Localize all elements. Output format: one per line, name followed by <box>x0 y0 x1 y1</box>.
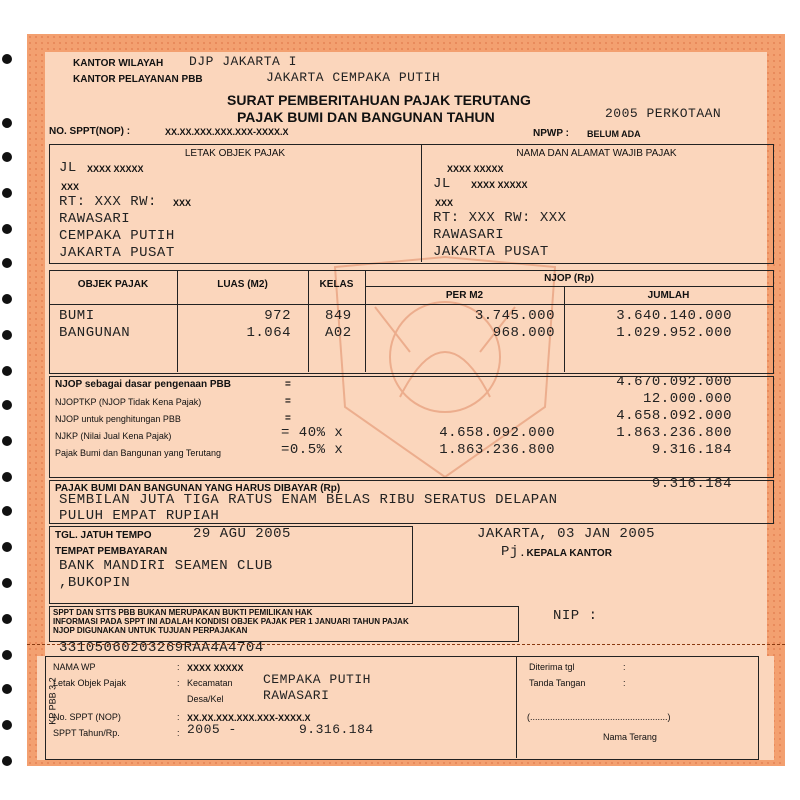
hole <box>2 330 12 340</box>
th-luas: LUAS (M2) <box>217 279 268 290</box>
hole <box>2 720 12 730</box>
kpp-label: KANTOR PELAYANAN PBB <box>73 74 203 85</box>
row-jumlah: 1.029.952.000 <box>616 325 732 341</box>
jatuh-tempo-label: TGL. JATUH TEMPO <box>55 530 152 541</box>
tearoff-tahun-colon: : <box>177 728 180 738</box>
address-divider <box>421 144 422 262</box>
tearoff-box <box>45 656 759 760</box>
row-per-m2: 3.745.000 <box>474 308 555 324</box>
tearoff-desa-label: Desa/Kel <box>187 694 224 704</box>
notice-line3: NJOP DIGUNAKAN UNTUK TUJUAN PERPAJAKAN <box>53 626 248 635</box>
hole <box>2 650 12 660</box>
terbilang-line2: PULUH EMPAT RUPIAH <box>59 508 220 524</box>
letak-rt-prefix: RT: XXX RW: <box>59 194 157 210</box>
pj-label: Pj <box>501 544 519 560</box>
table-row-divider <box>49 304 773 305</box>
wp-jl-prefix: JL <box>433 176 451 192</box>
notice-line2: INFORMASI PADA SPPT INI ADALAH KONDISI OBJEK PAJAK PER 1 JANUARI TAHUN PAJAK <box>53 617 409 626</box>
tearoff-rp-value: 9.316.184 <box>299 722 374 737</box>
nama-terang-label: Nama Terang <box>603 732 657 742</box>
tearoff-letak-label: Letak Objek Pajak <box>53 678 127 688</box>
njoptkp-label: NJOPTKP (NJOP Tidak Kena Pajak) <box>55 397 202 407</box>
njop-dasar-label: NJOP sebagai dasar pengenaan PBB <box>55 379 231 390</box>
wp-nama: XXXX XXXXX <box>447 164 504 174</box>
hole <box>2 366 12 376</box>
letak-jl-value: XXXX XXXXX <box>87 164 144 174</box>
th-objek: OBJEK PAJAK <box>77 279 149 290</box>
hole <box>2 152 12 162</box>
table-row-divider <box>365 286 773 287</box>
njop-hitung-label: NJOP untuk penghitungan PBB <box>55 414 181 424</box>
letak-kecamatan: CEMPAKA PUTIH <box>59 228 175 244</box>
kanwil-value: DJP JAKARTA I <box>189 54 297 69</box>
dibayar-value: 9.316.184 <box>651 476 732 492</box>
row-luas: 972 <box>264 308 291 324</box>
hole <box>2 400 12 410</box>
tempat-line2: ,BUKOPIN <box>59 575 131 591</box>
tearoff-tahun-value: 2005 - <box>187 722 237 737</box>
tanda-tangan-label: Tanda Tangan <box>529 678 586 688</box>
sppt-form <box>27 34 785 766</box>
hole <box>2 472 12 482</box>
th-per-m2: PER M2 <box>445 290 484 301</box>
nip-label: NIP : <box>553 608 598 624</box>
hole <box>2 684 12 694</box>
hole <box>2 294 12 304</box>
letak-heading: LETAK OBJEK PAJAK <box>184 148 286 159</box>
pbb-pct: =0.5% x <box>281 442 344 458</box>
tempat-label: TEMPAT PEMBAYARAN <box>55 546 168 557</box>
th-njop: NJOP (Rp) <box>544 273 594 284</box>
tearoff-slip <box>37 656 774 760</box>
njop-dasar-eq: = <box>285 379 291 390</box>
hole <box>2 54 12 64</box>
hole <box>2 578 12 588</box>
tearoff-nosppt-value: XX.XX.XXX.XXX.XXX-XXXX.X <box>187 713 311 723</box>
pbb-label: Pajak Bumi dan Bangunan yang Terutang <box>55 448 221 458</box>
row-kelas: A02 <box>325 325 352 341</box>
row-objek: BUMI <box>59 308 95 324</box>
signature-line: (.......................................................) <box>527 712 671 722</box>
njkp-base: 4.658.092.000 <box>439 425 555 441</box>
row-luas: 1.064 <box>246 325 291 341</box>
nosppt-value: XX.XX.XXX.XXX.XXX-XXXX.X <box>165 127 289 137</box>
tempat-line1: BANK MANDIRI SEAMEN CLUB <box>59 558 273 574</box>
hole <box>2 188 12 198</box>
letak-kota: JAKARTA PUSAT <box>59 245 175 261</box>
terbilang-line1: SEMBILAN JUTA TIGA RATUS ENAM BELAS RIBU SERATUS DELAPAN <box>59 492 558 508</box>
diterima-label: Diterima tgl <box>529 662 575 672</box>
tanda-tangan-colon: : <box>623 678 626 688</box>
th-kelas: KELAS <box>319 279 354 290</box>
letak-line2: XXX <box>61 182 80 192</box>
tearoff-nama-colon: : <box>177 662 180 672</box>
perforation-strip <box>0 0 16 800</box>
hole <box>2 224 12 234</box>
notice-line1: SPPT DAN STTS PBB BUKAN MERUPAKAN BUKTI PEMILIKAN HAK <box>53 608 313 617</box>
letak-jl-prefix: JL <box>59 160 77 176</box>
kpp-value: JAKARTA CEMPAKA PUTIH <box>266 70 441 85</box>
wp-jl-value: XXXX XXXXX <box>471 180 528 190</box>
pbb-base: 1.863.236.800 <box>439 442 555 458</box>
pbb-value: 9.316.184 <box>651 442 732 458</box>
njkp-value: 1.863.236.800 <box>616 425 732 441</box>
njkp-label: NJKP (Nilai Jual Kena Pajak) <box>55 431 172 441</box>
nosppt-label: NO. SPPT(NOP) : <box>49 126 131 137</box>
npwp-value: BELUM ADA <box>587 129 641 139</box>
npwp-label: NPWP : <box>533 128 569 139</box>
tearoff-nosppt-label: No. SPPT (NOP) <box>53 712 121 722</box>
jatuh-tempo-value: 29 AGU 2005 <box>193 526 291 542</box>
njoptkp-value: 12.000.000 <box>642 391 732 407</box>
barcode-number: 33105060203269RAA4A4704 <box>59 640 264 656</box>
njop-hitung-eq: = <box>285 413 291 424</box>
tearoff-letak-colon: : <box>177 678 180 688</box>
tearoff-nama-label: NAMA WP <box>53 662 96 672</box>
tearoff-nama-value: XXXX XXXXX <box>187 663 244 673</box>
hole <box>2 118 12 128</box>
diterima-colon: : <box>623 662 626 672</box>
kota-tanggal: JAKARTA, 03 JAN 2005 <box>477 526 656 542</box>
form-title-line1: SURAT PEMBERITAHUAN PAJAK TERUTANG <box>227 92 531 108</box>
njoptkp-eq: = <box>285 396 291 407</box>
tahun-pajak: 2005 PERKOTAAN <box>605 106 722 121</box>
tearoff-side-label: KP PBB 3.2 <box>47 677 58 725</box>
form-title-line2: PAJAK BUMI DAN BANGUNAN TAHUN <box>237 109 495 125</box>
letak-kelurahan: RAWASARI <box>59 211 131 227</box>
dibayar-label: PAJAK BUMI DAN BANGUNAN YANG HARUS DIBAYAR (Rp) <box>55 483 341 494</box>
hole <box>2 614 12 624</box>
kanwil-label: KANTOR WILAYAH <box>73 58 164 69</box>
th-jumlah: JUMLAH <box>647 290 690 301</box>
tearoff-perforation <box>27 644 785 655</box>
hole <box>2 258 12 268</box>
tearoff-kecamatan-value: CEMPAKA PUTIH <box>263 672 371 687</box>
njkp-pct: = 40% x <box>281 425 344 441</box>
hole <box>2 542 12 552</box>
tearoff-kecamatan-label: Kecamatan <box>187 678 233 688</box>
row-kelas: 849 <box>325 308 352 324</box>
tearoff-nosppt-colon: : <box>177 712 180 722</box>
wp-rt: RT: XXX RW: XXX <box>433 210 567 226</box>
tearoff-divider <box>516 656 517 758</box>
tearoff-tahun-label: SPPT Tahun/Rp. <box>53 728 120 738</box>
hole <box>2 756 12 766</box>
tearoff-desa-value: RAWASARI <box>263 688 330 703</box>
row-per-m2: 968.000 <box>492 325 555 341</box>
row-objek: BANGUNAN <box>59 325 131 341</box>
wp-kelurahan: RAWASARI <box>433 227 505 243</box>
hole <box>2 506 12 516</box>
row-jumlah: 3.640.140.000 <box>616 308 732 324</box>
njop-hitung-value: 4.658.092.000 <box>616 408 732 424</box>
letak-rt-value: XXX <box>173 198 192 208</box>
wp-kota: JAKARTA PUSAT <box>433 244 549 260</box>
hole <box>2 436 12 446</box>
njop-dasar-value: 4.670.092.000 <box>616 374 732 390</box>
kepala-kantor: . KEPALA KANTOR <box>521 548 612 559</box>
wp-heading: NAMA DAN ALAMAT WAJIB PAJAK <box>516 148 677 159</box>
wp-line3: XXX <box>435 198 454 208</box>
